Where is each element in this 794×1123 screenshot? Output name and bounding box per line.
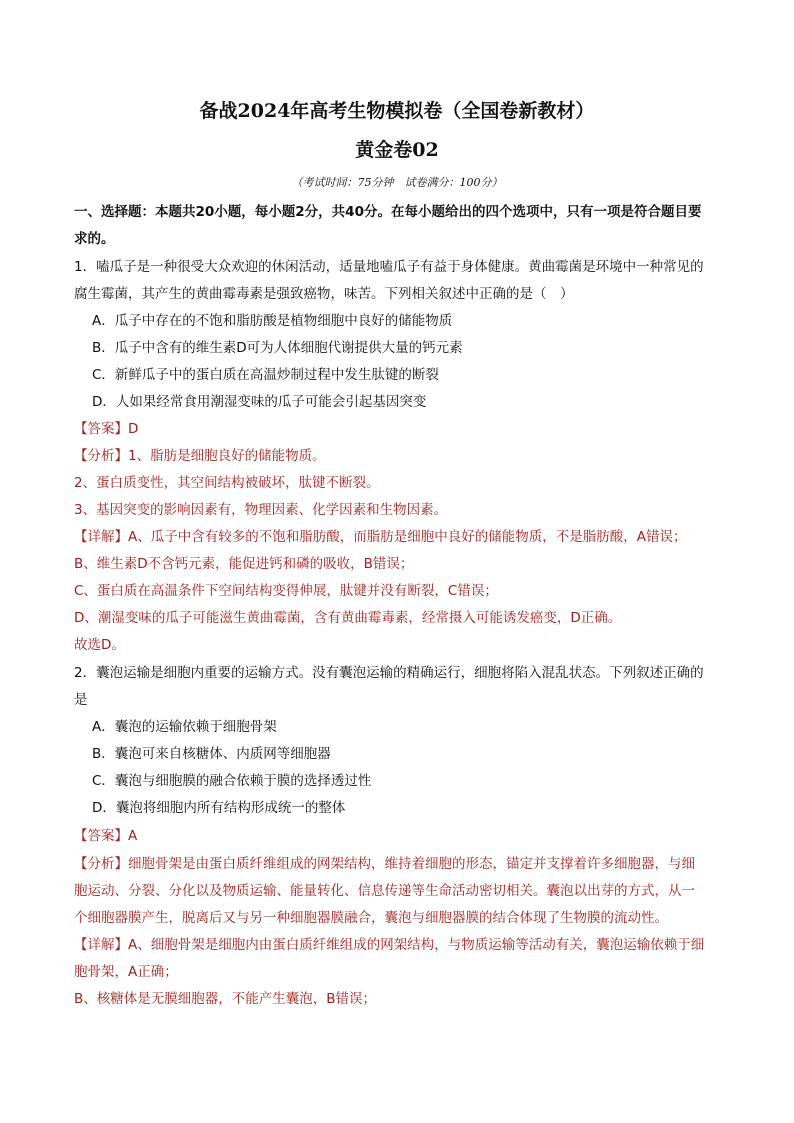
- q2-analysis-2: 胞运动、分裂、分化以及物质运输、能量转化、信息传递等生命活动密切相关。囊泡以出芽的方式，从一: [74, 883, 695, 899]
- q1-option-c: C．新鲜瓜子中的蛋白质在高温炒制过程中发生肽键的断裂: [92, 367, 439, 383]
- q1-option-b: B．瓜子中含有的维生素D可为人体细胞代谢提供大量的钙元素: [92, 340, 463, 356]
- q1-detail-4: D、潮湿变味的瓜子可能滋生黄曲霉菌，含有黄曲霉毒素，经常摄入可能诱发癌变，D正确。: [74, 610, 622, 626]
- section-instructions: 一、选择题：本题共20小题，每小题2分，共40分。在每小题给出的四个选项中，只有一项是符合题目要: [74, 204, 702, 220]
- q2-option-b: B．囊泡可来自核糖体、内质网等细胞器: [92, 746, 331, 762]
- q1-detail-3: C、蛋白质在高温条件下空间结构变得伸展，肽键并没有断裂，C错误；: [74, 583, 498, 599]
- q1-option-a: A．瓜子中存在的不饱和脂肪酸是植物细胞中良好的储能物质: [92, 313, 453, 329]
- q1-detail-1: 【详解】A、瓜子中含有较多的不饱和脂肪酸，而脂肪是细胞中良好的储能物质，不是脂肪酸，A错误；: [74, 529, 687, 545]
- document-title: 备战2024年高考生物模拟卷（全国卷新教材）: [199, 100, 595, 122]
- q1-analysis-1: 【分析】1、脂肪是细胞良好的储能物质。: [74, 448, 326, 464]
- document-subtitle: 黄金卷02: [355, 139, 439, 161]
- q2-option-a: A．囊泡的运输依赖于细胞骨架: [92, 719, 277, 735]
- q2-detail-2: 胞骨架，A正确；: [74, 964, 178, 980]
- section-instructions-cont: 求的。: [74, 231, 115, 247]
- q2-analysis-3: 个细胞器膜产生，脱离后又与另一种细胞器膜融合，囊泡与细胞器膜的结合体现了生物膜的流动性。: [74, 910, 668, 926]
- q1-conclusion: 故选D。: [74, 637, 125, 653]
- q1-stem-cont: 腐生霉菌，其产生的黄曲霉毒素是强致癌物，味苦。下列相关叙述中正确的是（ ）: [74, 286, 574, 302]
- q2-analysis-1: 【分析】细胞骨架是由蛋白质纤维组成的网架结构，维持着细胞的形态，锚定并支撑着许多细胞器，与细: [74, 856, 695, 872]
- q2-stem-cont: 是: [74, 692, 88, 708]
- q1-option-d: D．人如果经常食用潮湿变味的瓜子可能会引起基因突变: [92, 394, 427, 410]
- q1-analysis-2: 2、蛋白质变性，其空间结构被破坏，肽键不断裂。: [74, 475, 380, 491]
- q2-option-c: C．囊泡与细胞膜的融合依赖于膜的选择透过性: [92, 773, 372, 789]
- q1-answer: 【答案】D: [74, 421, 139, 437]
- exam-info: （考试时间：75分钟 试卷满分：100分）: [291, 176, 503, 189]
- q2-answer: 【答案】A: [74, 828, 138, 844]
- q1-stem: 1．嗑瓜子是一种很受大众欢迎的休闲活动，适量地嗑瓜子有益于身体健康。黄曲霉菌是环境中一种常见的: [74, 259, 704, 275]
- q2-option-d: D．囊泡将细胞内所有结构形成统一的整体: [92, 800, 346, 816]
- q2-detail-3: B、核糖体是无膜细胞器，不能产生囊泡，B错误；: [74, 991, 377, 1007]
- q2-detail-1: 【详解】A、细胞骨架是细胞内由蛋白质纤维组成的网架结构，与物质运输等活动有关，囊泡运输依赖于细: [74, 937, 705, 953]
- q1-analysis-3: 3、基因突变的影响因素有，物理因素、化学因素和生物因素。: [74, 502, 448, 518]
- q1-detail-2: B、维生素D不含钙元素，能促进钙和磷的吸收，B错误；: [74, 556, 414, 572]
- q2-stem: 2．囊泡运输是细胞内重要的运输方式。没有囊泡运输的精确运行，细胞将陷入混乱状态。下列叙述正确的: [74, 665, 704, 681]
